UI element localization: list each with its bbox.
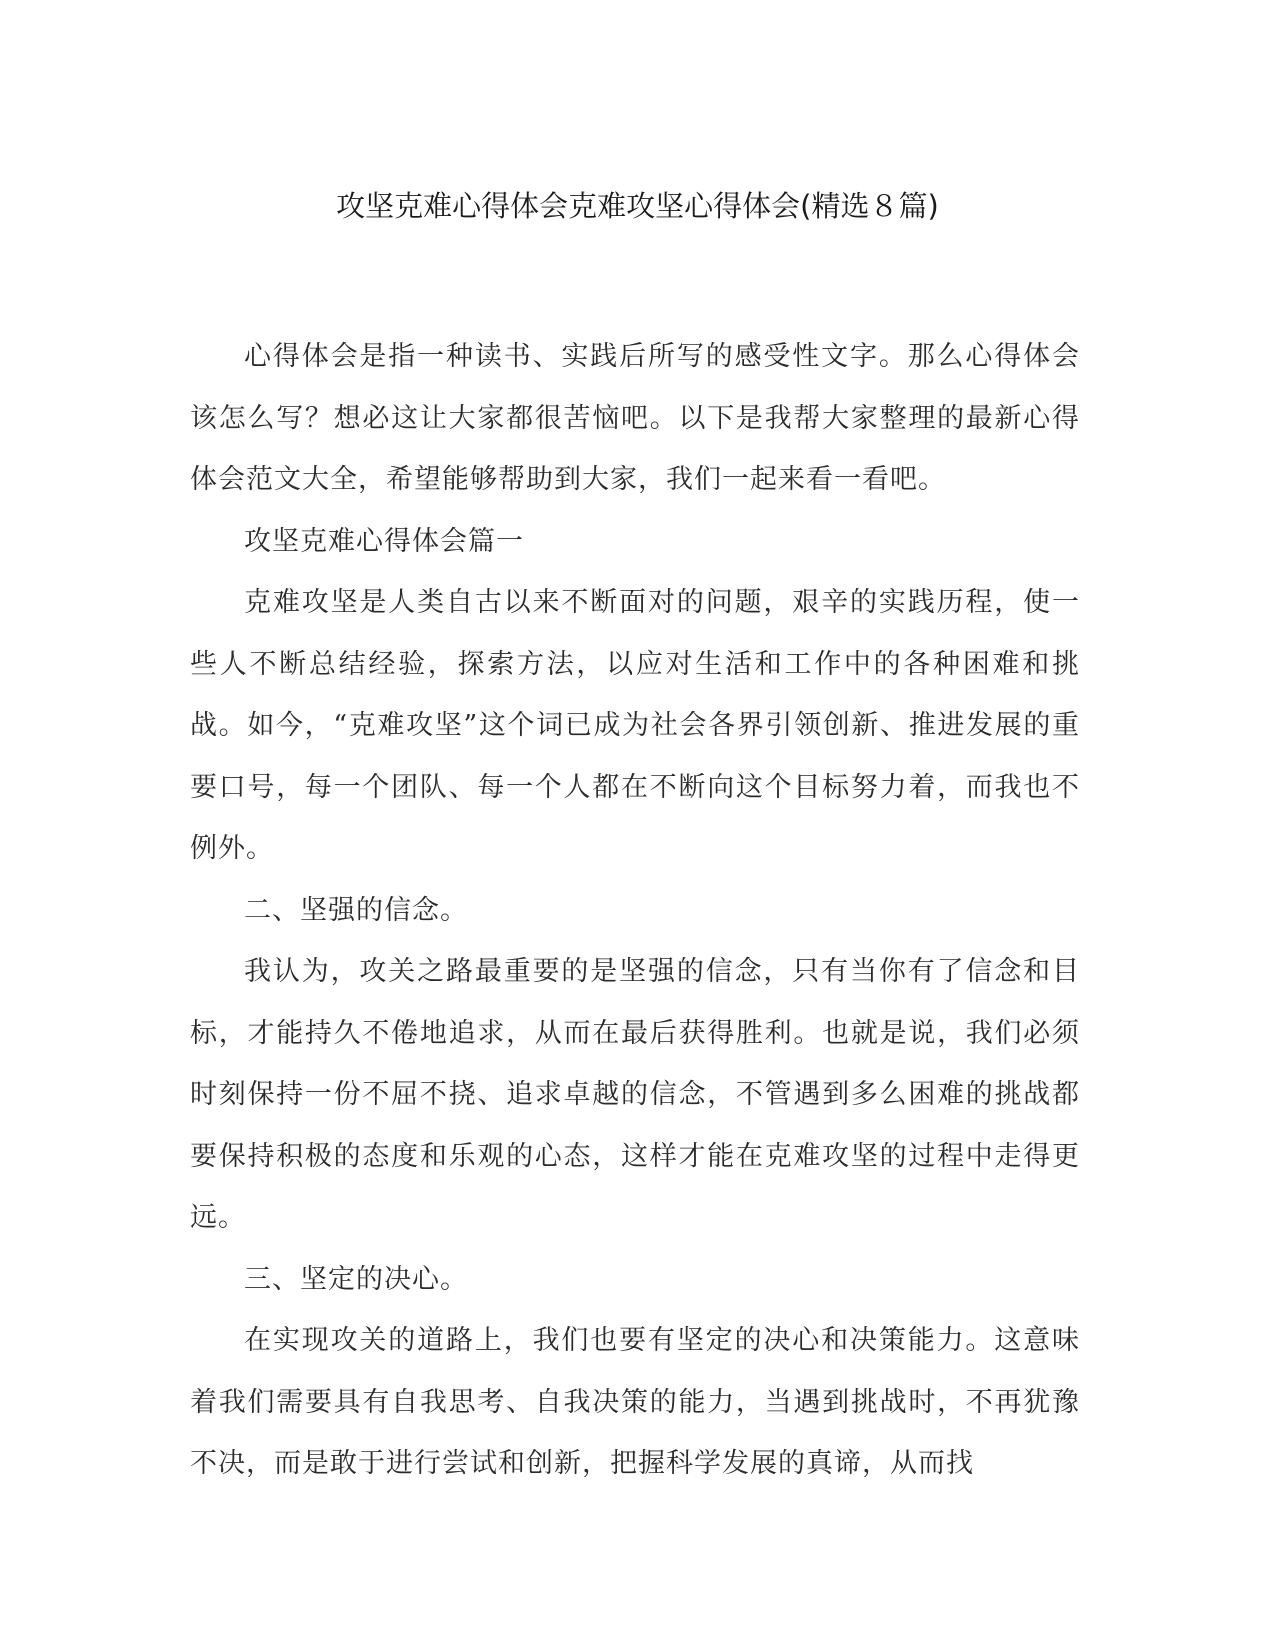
section-heading-part-one: 攻坚克难心得体会篇一 <box>244 525 524 557</box>
intro-paragraph: 心得体会是指一种读书、实践后所写的感受性文字。那么心得体会该怎么写？想必这让大家都很苦恼吧。以下是我帮大家整理的最新心得体会范文大全，希望能够帮助到大家，我们一起来看一看吧。 <box>190 341 1080 495</box>
body-paragraph: 我认为，攻关之路最重要的是坚强的信念，只有当你有了信念和目标，才能持久不倦地追求，从而在最后获得胜利。也就是说，我们必须时刻保持一份不屈不挠、追求卓越的信念，不管遇到多么困难的挑战都要保持积极的态度和乐观的心态，这样才能在克难攻坚的过程中走得更远。 <box>190 956 1080 1233</box>
document-body <box>190 326 1080 1495</box>
body-paragraph: 克难攻坚是人类自古以来不断面对的问题，艰辛的实践历程，使一些人不断总结经验，探索方法，以应对生活和工作中的各种困难和挑战。如今，“克难攻坚”这个词已成为社会各界引领创新、推进发展的重要口号，每一个团队、每一个人都在不断向这个目标努力着，而我也不例外。 <box>190 587 1080 864</box>
document-title: 攻坚克难心得体会克难攻坚心得体会(精选８篇) <box>336 189 939 223</box>
subheading-firm-belief: 二、坚强的信念。 <box>244 894 468 926</box>
body-paragraph: 在实现攻关的道路上，我们也要有坚定的决心和决策能力。这意味着我们需要具有自我思考、自我决策的能力，当遇到挑战时，不再犹豫不决，而是敢于进行尝试和创新，把握科学发展的真谛，从而找 <box>190 1325 1080 1479</box>
subheading-firm-resolve: 三、坚定的决心。 <box>244 1263 468 1295</box>
